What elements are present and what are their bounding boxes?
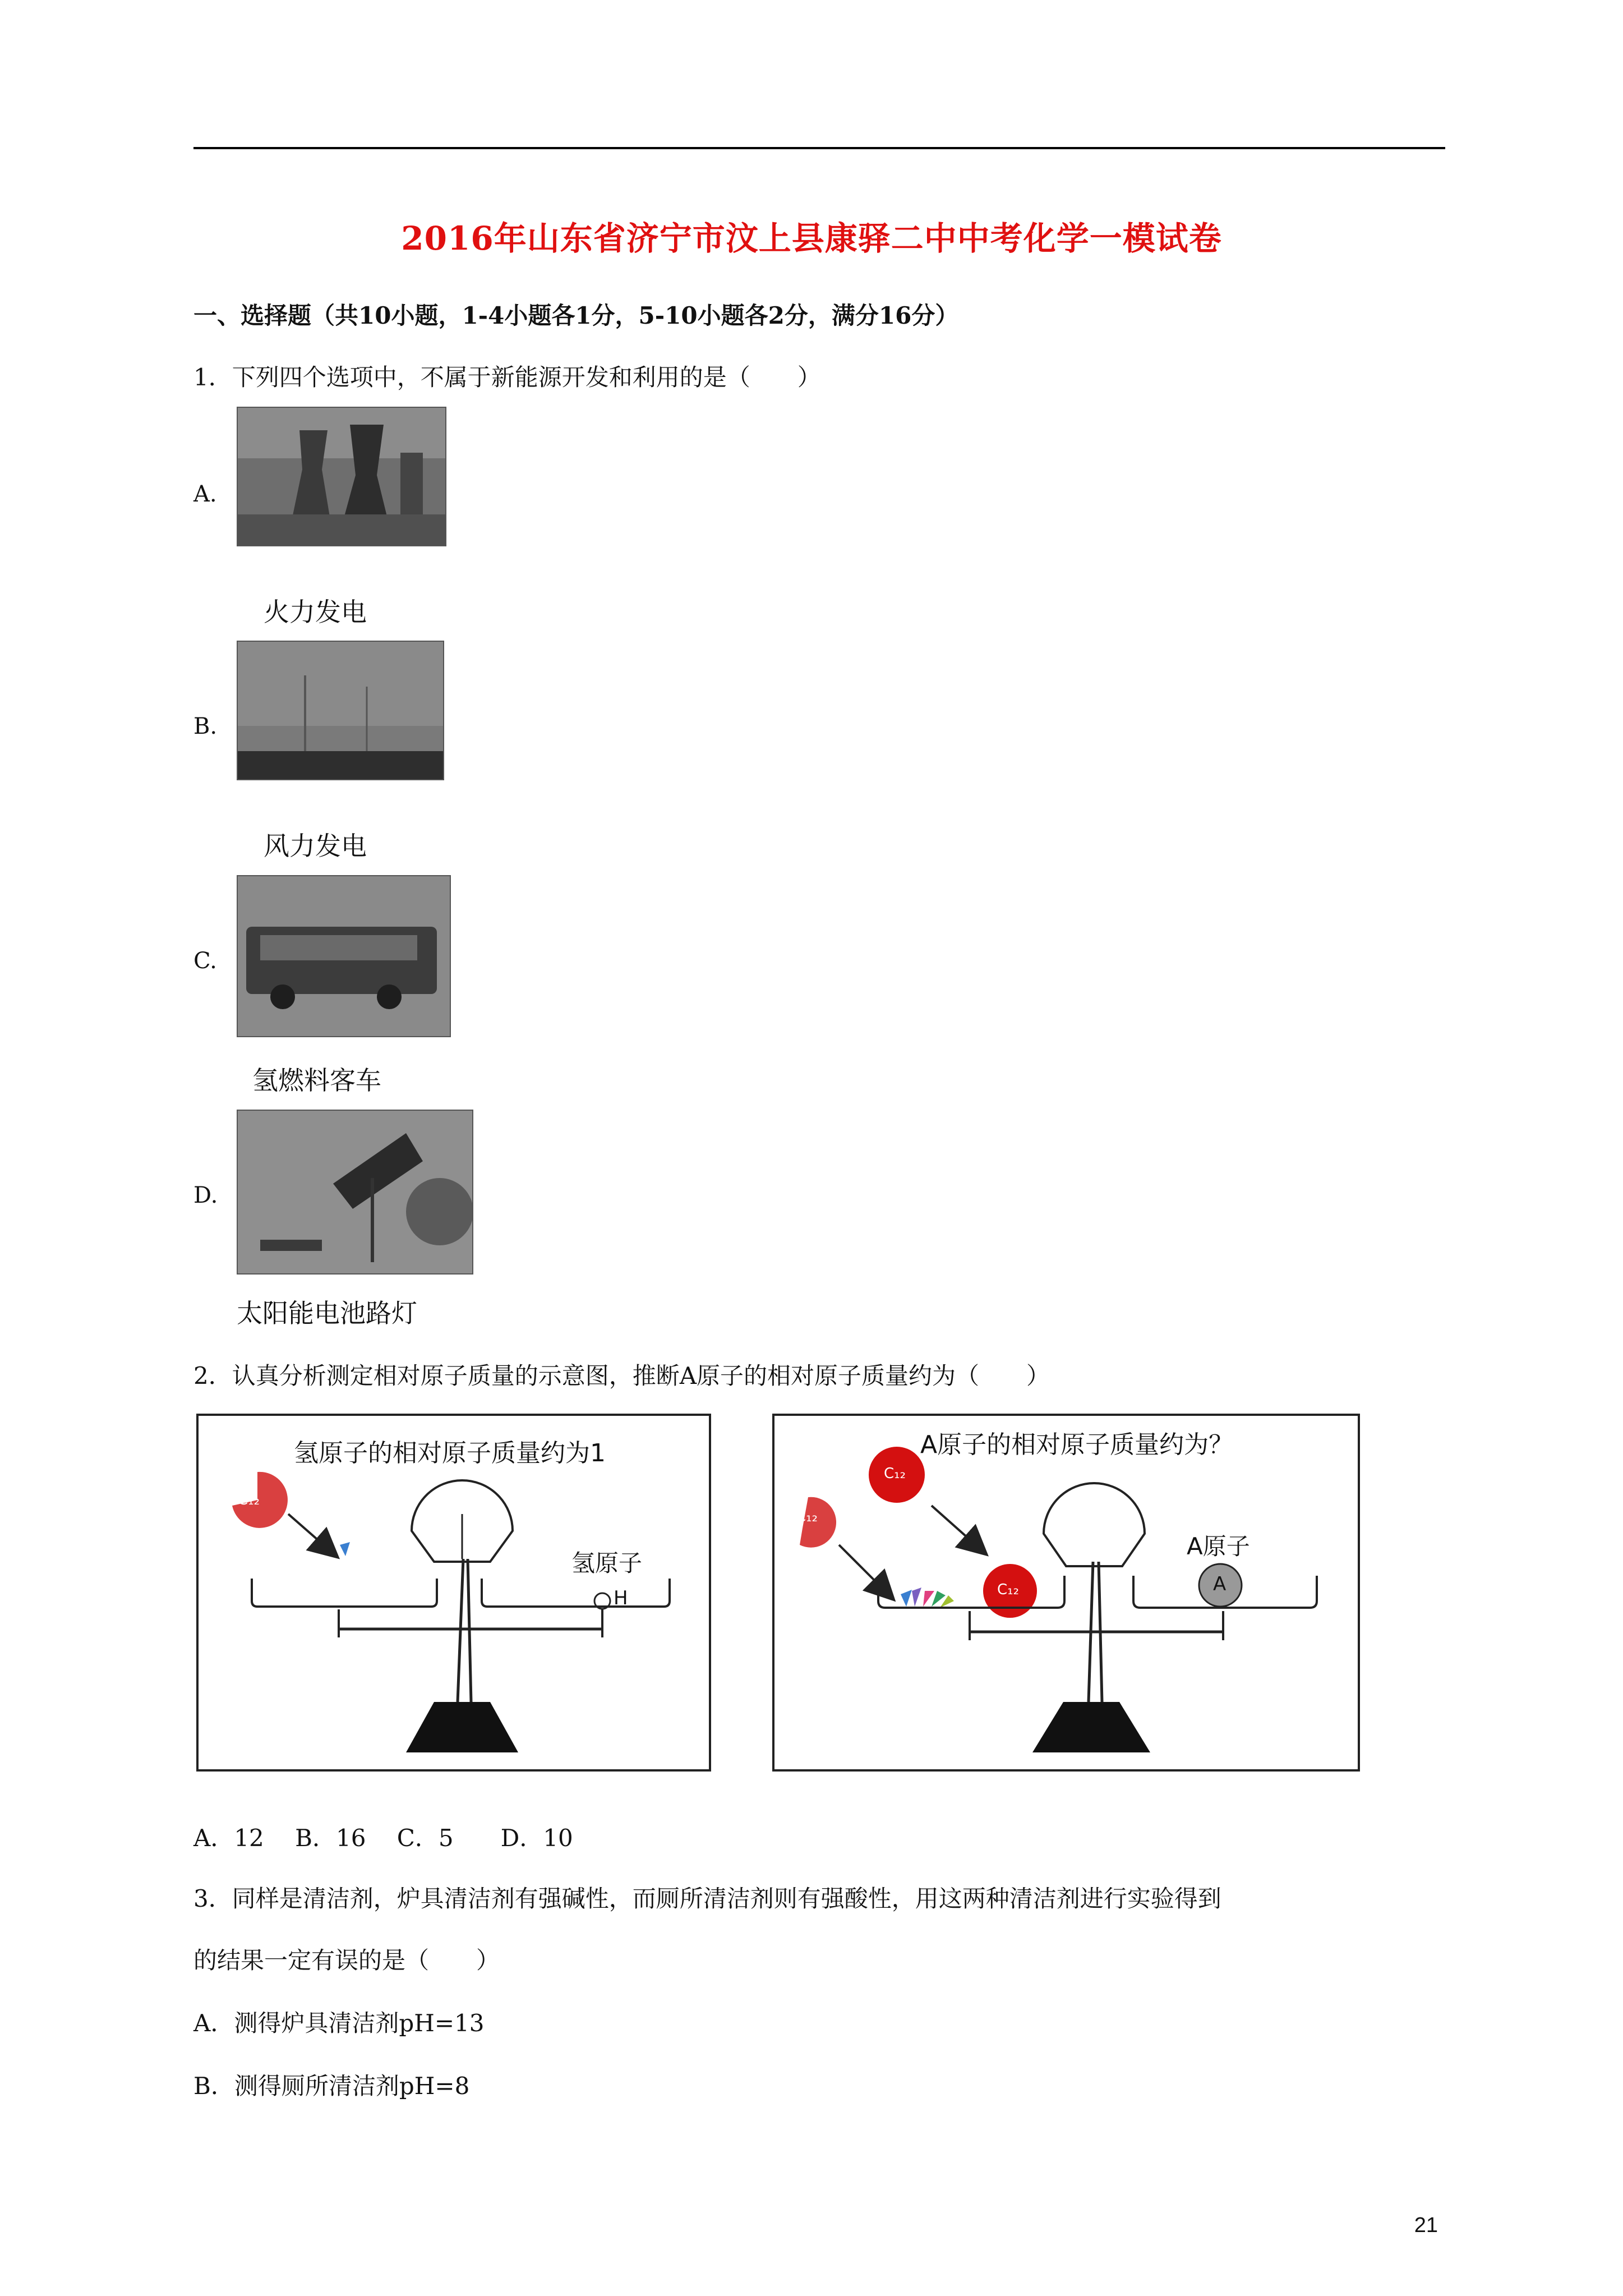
hydrogen-balance-diagram — [196, 1414, 711, 1772]
right-c12-label-pan: C₁₂ — [997, 1581, 1019, 1598]
q3-stem-line1: 3．同样是清洁剂，炉具清洁剂有强碱性，而厕所清洁剂则有强酸性，用这两种清洁剂进行实验得到 — [193, 1885, 1221, 1912]
carbon-fragments-icon — [901, 1588, 954, 1608]
q3-stem-line2: 的结果一定有误的是（ ） — [193, 1947, 500, 1974]
hydrogen-atom-label: 氢原子 — [571, 1549, 643, 1577]
hydrogen-bus-photo — [237, 875, 451, 1037]
q1-stem: 1．下列四个选项中，不属于新能源开发和利用的是（ ） — [193, 364, 821, 391]
q1-option-b-letter: B. — [193, 714, 218, 739]
thermal-power-photo — [237, 407, 446, 546]
q3-option-b: B．测得厕所清洁剂pH=8 — [193, 2072, 470, 2100]
q3-option-a: A．测得炉具清洁剂pH=13 — [193, 2009, 485, 2037]
q1-option-a-letter: A. — [193, 481, 217, 507]
q1-option-c-caption: 氢燃料客车 — [252, 1065, 381, 1096]
q1-option-b-caption: 风力发电 — [264, 831, 367, 861]
a-atom-label: A原子 — [1187, 1533, 1250, 1560]
right-c12-label-top: C₁₂ — [884, 1465, 906, 1482]
page-number: 21 — [1414, 2214, 1438, 2237]
wind-power-photo — [237, 641, 444, 780]
scale-base-icon — [406, 1702, 518, 1752]
left-c12-label: C₁₂ — [238, 1492, 260, 1508]
right-c12-label-partial: C₁₂ — [796, 1508, 818, 1525]
scale-base-icon — [1032, 1702, 1150, 1752]
q1-option-a-caption: 火力发电 — [264, 597, 367, 627]
carbon-fragment-icon — [340, 1542, 350, 1556]
q1-option-d-letter: D. — [193, 1182, 218, 1208]
q1-option-c-letter: C. — [193, 948, 217, 974]
hydrogen-symbol: H — [614, 1587, 628, 1609]
scale-dial-icon — [1044, 1483, 1145, 1566]
q1-option-d-caption: 太阳能电池路灯 — [237, 1298, 417, 1328]
solar-streetlight-photo — [237, 1110, 473, 1274]
q2-choices: A．12 B．16 C．5 D．10 — [193, 1824, 573, 1852]
page-title: 2016年山东省济宁市汶上县康驿二中中考化学一模试卷 — [401, 219, 1222, 257]
right-panel-title: A原子的相对原子质量约为？ — [920, 1430, 1234, 1459]
left-panel-title: 氢原子的相对原子质量约为1 — [294, 1439, 606, 1467]
a-atom-symbol: A — [1213, 1573, 1227, 1595]
header-rule — [193, 147, 1445, 149]
q2-stem: 2．认真分析测定相对原子质量的示意图，推断A原子的相对原子质量约为（ ） — [193, 1362, 1050, 1389]
section-heading: 一、选择题（共10小题，1-4小题各1分，5-10小题各2分，满分16分） — [193, 302, 959, 329]
a-atom-balance-diagram — [772, 1414, 1360, 1772]
